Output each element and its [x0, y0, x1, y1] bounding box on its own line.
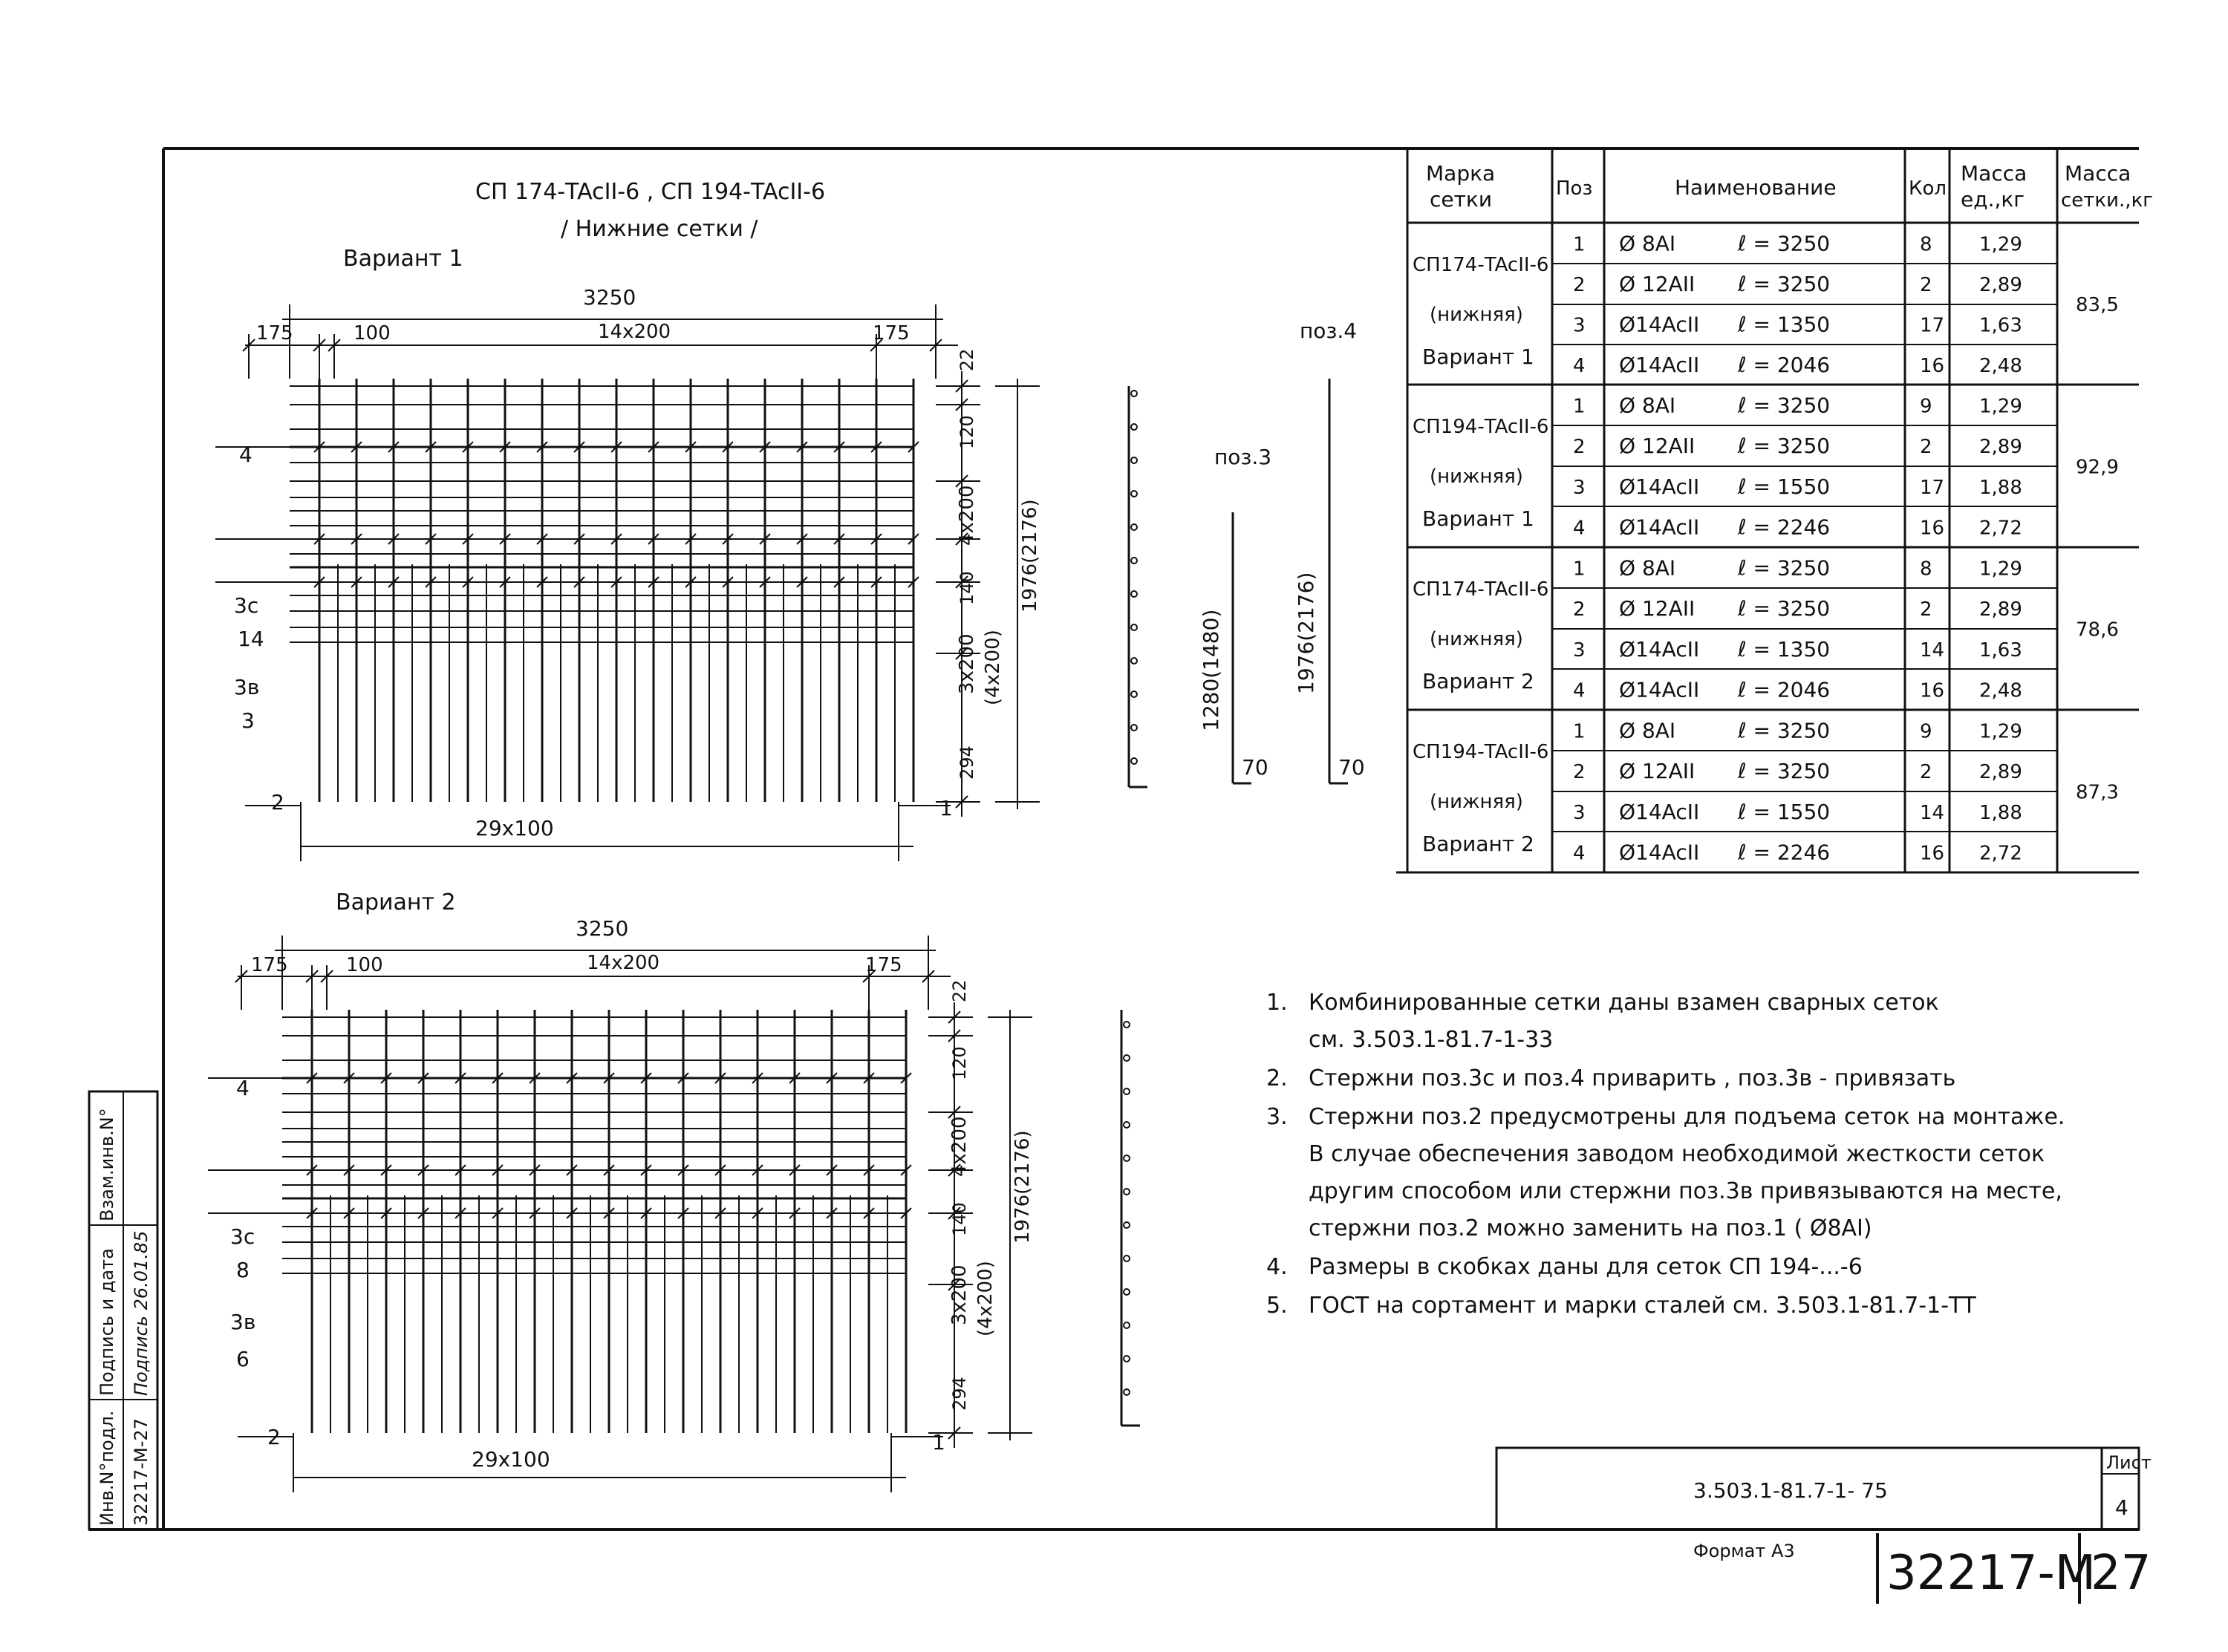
spec-row-qty: 2: [1920, 598, 1932, 621]
spec-row-length: ℓ = 3250: [1738, 555, 1831, 581]
spec-row-qty: 16: [1920, 354, 1945, 377]
variant2-pos-6: 6: [236, 1347, 250, 1371]
note-item: [1266, 1065, 1955, 1091]
weld-dot: [1124, 1088, 1130, 1094]
title-block-sheet-number: 4: [2115, 1495, 2128, 1520]
spec-group-subtitle: (нижняя): [1430, 628, 1523, 650]
spec-row-pos: 2: [1573, 761, 1586, 784]
variant2-label: Вариант 2: [336, 889, 456, 915]
spec-row-unit-mass: 2,89: [1979, 436, 2022, 459]
poz4-hook: 70: [1338, 755, 1365, 780]
spec-row-diameter: Ø14AcII: [1619, 352, 1700, 377]
spec-group-mesh-mass: 92,9: [2076, 456, 2119, 479]
poz4-label: поз.4: [1300, 319, 1358, 343]
poz4-length: 1976(2176): [1294, 572, 1318, 694]
side-stamp-signature: Подпись 26.01.85: [131, 1230, 152, 1396]
spec-row-length: ℓ = 1550: [1738, 799, 1831, 824]
spec-row-diameter: Ø14AcII: [1619, 515, 1700, 540]
note-item: [1266, 1254, 1863, 1280]
variant2-dim-294: 294: [949, 1377, 970, 1411]
note-number: 3.: [1266, 1104, 1288, 1130]
spec-row-length: ℓ = 2046: [1738, 677, 1831, 702]
variant2-dim-100: 100: [346, 954, 383, 976]
spec-row-diameter: Ø 8AI: [1619, 393, 1676, 418]
spec-row-unit-mass: 2,72: [1979, 517, 2022, 540]
variant1-pos-14: 14: [238, 627, 264, 651]
variant1-pos-2: 2: [271, 790, 284, 814]
note-item: [1266, 1104, 2065, 1241]
note-number: 4.: [1266, 1254, 1288, 1280]
header-unit-mass-line1: Масса: [1961, 161, 2027, 186]
spec-row-diameter: Ø14AcII: [1619, 636, 1700, 662]
spec-row-pos: 1: [1573, 233, 1586, 256]
side-stamp-vzam-label: Взам.инв.N°: [97, 1108, 117, 1221]
variant1-dim-100: 100: [354, 322, 391, 345]
spec-row-pos: 4: [1573, 354, 1586, 377]
variant1-mesh-grid: [215, 379, 951, 806]
spec-row: [1573, 231, 2022, 255]
weld-dot: [1131, 391, 1137, 396]
spec-row-pos: 4: [1573, 842, 1586, 865]
weld-dot: [1124, 1122, 1130, 1128]
spec-row-pos: 1: [1573, 395, 1586, 418]
spec-group-variant: Вариант 2: [1422, 669, 1534, 693]
spec-row-length: ℓ = 1550: [1738, 474, 1831, 499]
variant1-dim-right: 175: [873, 322, 910, 345]
note-text: Стержни поз.2 предусмотрены для подъема сеток на монтаже.: [1309, 1104, 2065, 1130]
weld-dot: [1131, 691, 1137, 697]
variant1-dim-140: 140: [957, 571, 977, 605]
variant1-mesh-drawing: [215, 246, 1041, 861]
spec-row: [1573, 718, 2022, 742]
variant1-dim-22: 22: [957, 348, 977, 371]
variant1-dim-bottom: 29х100: [475, 816, 554, 840]
header-mark-line2: сетки: [1430, 187, 1493, 212]
spec-row-diameter: Ø 8AI: [1619, 718, 1676, 743]
spec-row-unit-mass: 2,89: [1979, 761, 2022, 784]
variant1-dim-3x200: 3х200: [956, 633, 978, 694]
spec-row-diameter: Ø 12AII: [1619, 271, 1696, 296]
variant1-dim-294: 294: [957, 745, 977, 780]
spec-group-variant: Вариант 2: [1422, 832, 1534, 856]
specification-table: [1396, 148, 2153, 872]
note-text: ГОСТ на сортамент и марки сталей см. 3.503.1-81.7-1-ТТ: [1309, 1293, 1976, 1319]
spec-row: [1573, 353, 2022, 377]
spec-row-length: ℓ = 2046: [1738, 352, 1831, 377]
bar-weld-dots: [1124, 391, 1137, 1395]
side-stamp-inv-value: 32217-М-27: [131, 1418, 152, 1526]
spec-row-unit-mass: 2,89: [1979, 598, 2022, 621]
variant2-dim-22: 22: [949, 979, 970, 1002]
weld-dot: [1131, 558, 1137, 564]
spec-group-subtitle: (нижняя): [1430, 466, 1523, 488]
header-mark-line1: Марка: [1426, 161, 1496, 186]
spec-row-unit-mass: 1,63: [1979, 314, 2022, 337]
variant1-dim-120: 120: [957, 415, 977, 449]
spec-row-qty: 14: [1920, 801, 1945, 824]
spec-row-diameter: Ø14AcII: [1619, 799, 1700, 824]
variant2-dim-right: 175: [865, 954, 902, 976]
spec-row: [1573, 637, 2022, 662]
sheet-frame: [89, 148, 2139, 1529]
spec-row: [1573, 555, 2022, 580]
variant2-dim-3x200: 3х200: [948, 1264, 971, 1325]
spec-row-pos: 3: [1573, 476, 1586, 499]
spec-row-unit-mass: 1,29: [1979, 395, 2022, 418]
poz3-label: поз.3: [1214, 445, 1272, 469]
header-name: Наименование: [1675, 175, 1837, 200]
spec-row: [1573, 800, 2022, 824]
title-block-doc-code: 3.503.1-81.7-1- 75: [1693, 1478, 1888, 1503]
weld-dot: [1131, 524, 1137, 530]
spec-group-mesh-mass: 83,5: [2076, 294, 2119, 316]
spec-row: [1573, 272, 2022, 296]
spec-row-qty: 9: [1920, 395, 1932, 418]
spec-group-mesh-mass: 78,6: [2076, 618, 2119, 641]
header-mesh-mass-line1: Масса: [2065, 161, 2131, 186]
variant1-pos-1: 1: [939, 796, 953, 820]
spec-group-mark: СП194-TAcII-6: [1413, 416, 1549, 438]
variant2-dim-4x200: 4х200: [948, 1116, 971, 1177]
weld-dot: [1124, 1222, 1130, 1228]
side-stamp-sign-label: Подпись и дата: [97, 1248, 117, 1396]
note-text: см. 3.503.1-81.7-1-33: [1309, 1027, 1554, 1053]
spec-row-length: ℓ = 1350: [1738, 636, 1831, 662]
spec-group-variant: Вариант 1: [1422, 345, 1534, 369]
variant1-dim-4x200: 4х200: [956, 485, 978, 546]
spec-group-mesh-mass: 87,3: [2076, 781, 2119, 804]
spec-row-length: ℓ = 3250: [1738, 596, 1831, 621]
header-unit-mass-line2: ед.,кг: [1961, 187, 2025, 212]
variant2-mesh-grid: [208, 1010, 943, 1437]
spec-row-length: ℓ = 3250: [1738, 231, 1831, 256]
spec-row-pos: 3: [1573, 314, 1586, 337]
spec-row-diameter: Ø 8AI: [1619, 231, 1676, 256]
spec-row-qty: 2: [1920, 761, 1932, 784]
spec-row-pos: 4: [1573, 517, 1586, 540]
spec-row-qty: 17: [1920, 314, 1945, 337]
poz3-length: 1280(1480): [1199, 609, 1223, 731]
variant2-dim-mid: 14х200: [587, 952, 660, 974]
spec-row-diameter: Ø 12AII: [1619, 596, 1696, 621]
spec-row-unit-mass: 1,88: [1979, 801, 2022, 824]
spec-row-length: ℓ = 3250: [1738, 271, 1831, 296]
variant1-dim-height: 1976(2176): [1019, 499, 1041, 613]
variant1-pos-3c: 3с: [234, 593, 259, 618]
spec-row: [1573, 678, 2022, 702]
spec-row-pos: 1: [1573, 720, 1586, 743]
spec-row-unit-mass: 2,48: [1979, 679, 2022, 702]
variant2-pos-3v: 3в: [230, 1310, 256, 1334]
spec-row-pos: 4: [1573, 679, 1586, 702]
weld-dot: [1131, 658, 1137, 664]
note-number: 5.: [1266, 1293, 1288, 1319]
spec-row-pos: 2: [1573, 436, 1586, 459]
spec-row-diameter: Ø14AcII: [1619, 474, 1700, 499]
archive-stamp-number: 27: [2091, 1546, 2152, 1601]
variant2-pos-2: 2: [267, 1425, 281, 1449]
spec-row: [1573, 840, 2022, 865]
spec-row-unit-mass: 1,29: [1979, 720, 2022, 743]
spec-group-mark: СП174-TAcII-6: [1413, 578, 1549, 601]
weld-dot: [1124, 1389, 1130, 1395]
spec-row-length: ℓ = 2246: [1738, 515, 1831, 540]
weld-dot: [1131, 624, 1137, 630]
note-text: В случае обеспечения заводом необходимой жесткости сеток: [1309, 1141, 2045, 1167]
spec-row-length: ℓ = 3250: [1738, 759, 1831, 784]
spec-row-unit-mass: 1,88: [1979, 476, 2022, 499]
note-item: [1266, 1293, 1976, 1319]
weld-dot: [1124, 1155, 1130, 1161]
variant1-dim-mid: 14х200: [598, 321, 671, 343]
weld-dot: [1131, 725, 1137, 731]
note-text: Стержни поз.3с и поз.4 приварить , поз.3в - привязать: [1309, 1065, 1956, 1091]
variant2-pos-1: 1: [932, 1430, 945, 1455]
spec-row-length: ℓ = 2246: [1738, 840, 1831, 865]
variant1-pos-3: 3: [241, 708, 255, 733]
weld-dot: [1131, 424, 1137, 430]
spec-row-length: ℓ = 3250: [1738, 434, 1831, 459]
title-block-sheet-label: Лист: [2106, 1452, 2152, 1473]
variant1-label: Вариант 1: [343, 246, 463, 272]
variant2-dim-140: 140: [949, 1202, 970, 1236]
spec-row-diameter: Ø14AcII: [1619, 840, 1700, 865]
spec-row: [1573, 759, 2022, 783]
spec-row-diameter: Ø 12AII: [1619, 759, 1696, 784]
weld-dot: [1124, 1256, 1130, 1261]
spec-row-unit-mass: 1,29: [1979, 233, 2022, 256]
weld-dot: [1131, 758, 1137, 764]
spec-group-mark: СП174-TAcII-6: [1413, 254, 1549, 276]
spec-row-qty: 8: [1920, 233, 1932, 256]
side-stamp-inv-label: Инв.N°подл.: [97, 1410, 117, 1526]
variant2-pos-8: 8: [236, 1258, 250, 1282]
drawing-title-line2: / Нижние сетки /: [561, 216, 758, 242]
weld-dot: [1124, 1322, 1130, 1328]
weld-dot: [1124, 1289, 1130, 1295]
spec-row-length: ℓ = 1350: [1738, 312, 1831, 337]
spec-row-diameter: Ø14AcII: [1619, 312, 1700, 337]
weld-dot: [1131, 591, 1137, 597]
weld-dot: [1131, 457, 1137, 463]
spec-row-pos: 3: [1573, 801, 1586, 824]
spec-row-qty: 16: [1920, 842, 1945, 865]
spec-row-unit-mass: 1,63: [1979, 639, 2022, 662]
drawing-title-line1: СП 174-TAcII-6 , СП 194-TAcII-6: [475, 179, 826, 205]
spec-row-unit-mass: 2,89: [1979, 273, 2022, 296]
variant1-dim-left: 175: [256, 322, 293, 345]
spec-row: [1573, 515, 2022, 540]
spec-row-unit-mass: 2,48: [1979, 354, 2022, 377]
spec-row-qty: 14: [1920, 639, 1945, 662]
variant2-dim-left: 175: [251, 954, 288, 976]
spec-row: [1573, 474, 2022, 499]
spec-group-subtitle: (нижняя): [1430, 304, 1523, 326]
spec-group-subtitle: (нижняя): [1430, 791, 1523, 813]
variant2-dim-4x200b: (4х200): [974, 1261, 997, 1336]
spec-row: [1573, 596, 2022, 621]
variant2-dim-height: 1976(2176): [1012, 1130, 1034, 1244]
weld-dot: [1124, 1356, 1130, 1362]
note-text: другим способом или стержни поз.3в привязываются на месте,: [1309, 1178, 2062, 1204]
side-stamp: [89, 1091, 157, 1529]
variant1-pos-3v: 3в: [234, 675, 260, 699]
weld-dot: [1124, 1055, 1130, 1061]
weld-dot: [1131, 491, 1137, 497]
spec-row: [1573, 312, 2022, 336]
weld-dot: [1124, 1022, 1130, 1028]
spec-group-mark: СП194-TAcII-6: [1413, 741, 1549, 763]
spec-row-pos: 2: [1573, 598, 1586, 621]
title-block: [1496, 1448, 2152, 1604]
variant2-dim-total: 3250: [576, 916, 629, 941]
variant2-pos-3c: 3с: [230, 1224, 255, 1249]
variant1-dim-total: 3250: [583, 285, 636, 310]
spec-row-qty: 8: [1920, 558, 1932, 581]
general-notes: [1266, 990, 2065, 1319]
spec-row: [1573, 434, 2022, 458]
variant2-pos-4: 4: [236, 1076, 250, 1100]
note-text: Размеры в скобках даны для сеток СП 194-...-6: [1309, 1254, 1863, 1280]
spec-row-unit-mass: 2,72: [1979, 842, 2022, 865]
spec-row-qty: 2: [1920, 436, 1932, 459]
note-text: стержни поз.2 можно заменить на поз.1 ( Ø8AI): [1309, 1215, 1872, 1241]
variant1-pos-4: 4: [239, 443, 253, 467]
spec-row-diameter: Ø 8AI: [1619, 555, 1676, 581]
spec-row-qty: 17: [1920, 476, 1945, 499]
title-block-format: Формат А3: [1693, 1541, 1795, 1561]
note-number: 2.: [1266, 1065, 1288, 1091]
variant2-dim-120: 120: [949, 1046, 970, 1080]
spec-row-unit-mass: 1,29: [1979, 558, 2022, 581]
header-mesh-mass-line2: сетки.,кг: [2061, 189, 2153, 212]
spec-row-qty: 16: [1920, 679, 1945, 702]
spec-row-pos: 3: [1573, 639, 1586, 662]
variant1-dim-4x200b: (4х200): [982, 630, 1004, 705]
variant2-mesh-drawing: [208, 889, 1034, 1492]
note-number: 1.: [1266, 990, 1288, 1016]
note-text: Комбинированные сетки даны взамен сварных сеток: [1309, 990, 1939, 1016]
archive-stamp-code: 32217-М: [1886, 1546, 2096, 1601]
header-pos: Поз: [1556, 177, 1593, 200]
spec-row-qty: 16: [1920, 517, 1945, 540]
spec-row-diameter: Ø 12AII: [1619, 434, 1696, 459]
weld-dot: [1124, 1189, 1130, 1195]
spec-row-length: ℓ = 3250: [1738, 393, 1831, 418]
spec-row-length: ℓ = 3250: [1738, 718, 1831, 743]
spec-group-variant: Вариант 1: [1422, 506, 1534, 531]
spec-row: [1573, 393, 2022, 417]
variant2-dim-bottom: 29х100: [472, 1447, 550, 1472]
poz3-hook: 70: [1242, 755, 1268, 780]
note-item: [1266, 990, 1939, 1053]
spec-row-pos: 2: [1573, 273, 1586, 296]
spec-row-diameter: Ø14AcII: [1619, 677, 1700, 702]
spec-row-qty: 2: [1920, 273, 1932, 296]
spec-row-qty: 9: [1920, 720, 1932, 743]
spec-row-pos: 1: [1573, 558, 1586, 581]
header-qty: Кол: [1909, 177, 1947, 200]
